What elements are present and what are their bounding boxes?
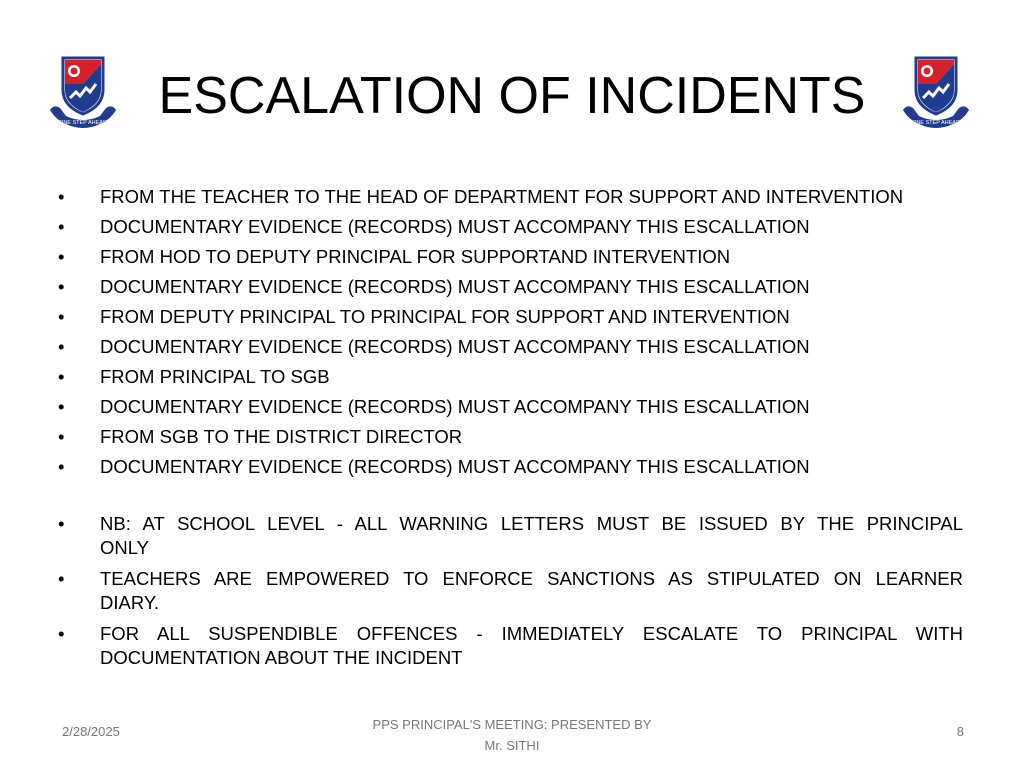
note-text-line2: DIARY. [100, 592, 159, 613]
note-item [58, 567, 963, 615]
footer-date: 2/28/2025 [62, 724, 120, 739]
note-item [58, 622, 963, 670]
bullet-glyph: • [58, 216, 65, 237]
note-text-line1: TEACHERS ARE EMPOWERED TO ENFORCE SANCTIONS AS STIPULATED ON LEARNER [100, 568, 963, 589]
bullet-text: DOCUMENTARY EVIDENCE (RECORDS) MUST ACCOMPANY THIS ESCALLATION [100, 456, 810, 477]
bullet-item [58, 302, 963, 332]
bullet-glyph: • [58, 336, 65, 357]
bullet-item [58, 272, 963, 302]
slide-title: ESCALATION OF INCIDENTS [158, 67, 866, 125]
bullet-text: DOCUMENTARY EVIDENCE (RECORDS) MUST ACCOMPANY THIS ESCALLATION [100, 216, 810, 237]
note-text-line1: FOR ALL SUSPENDIBLE OFFENCES - IMMEDIATELY ESCALATE TO PRINCIPAL WITH [100, 623, 963, 644]
crest-motto-left: ONE STEP AHEAD [59, 120, 107, 126]
bullet-text: FROM THE TEACHER TO THE HEAD OF DEPARTMENT FOR SUPPORT AND INTERVENTION [100, 186, 904, 207]
bullet-item [58, 182, 963, 212]
bullet-text: DOCUMENTARY EVIDENCE (RECORDS) MUST ACCOMPANY THIS ESCALLATION [100, 276, 810, 297]
bullet-glyph: • [58, 306, 65, 327]
slide-page-number: 8 [956, 724, 964, 739]
bullet-text: FROM HOD TO DEPUTY PRINCIPAL FOR SUPPORTAND INTERVENTION [100, 246, 731, 267]
bullet-item [58, 452, 963, 482]
bullet-glyph: • [58, 366, 65, 387]
bullet-glyph: • [58, 276, 65, 297]
notes-bullet-list [58, 512, 963, 677]
bullet-text: FROM SGB TO THE DISTRICT DIRECTOR [100, 426, 463, 447]
bullet-item [58, 392, 963, 422]
bullet-text: FROM DEPUTY PRINCIPAL TO PRINCIPAL FOR SUPPORT AND INTERVENTION [100, 306, 790, 327]
bullet-item [58, 242, 963, 272]
footer-center-line2: Mr. SITHI [484, 738, 540, 753]
bullet-glyph: • [58, 623, 65, 644]
bullet-glyph: • [58, 246, 65, 267]
bullet-glyph: • [58, 513, 65, 534]
bullet-text: DOCUMENTARY EVIDENCE (RECORDS) MUST ACCOMPANY THIS ESCALLATION [100, 336, 810, 357]
footer-presenter [312, 714, 712, 756]
footer-center-line1: PPS PRINCIPAL'S MEETING: PRESENTED BY [372, 717, 652, 732]
note-item [58, 512, 963, 560]
bullet-glyph: • [58, 426, 65, 447]
bullet-item [58, 362, 963, 392]
bullet-text: DOCUMENTARY EVIDENCE (RECORDS) MUST ACCOMPANY THIS ESCALLATION [100, 396, 810, 417]
school-crest-logo-right [899, 54, 973, 134]
note-text-line2: DOCUMENTATION ABOUT THE INCIDENT [100, 647, 463, 668]
school-crest-logo-left [46, 54, 120, 134]
note-text-line1: NB: AT SCHOOL LEVEL - ALL WARNING LETTERS MUST BE ISSUED BY THE PRINCIPAL [100, 513, 963, 534]
escalation-bullet-list [58, 182, 963, 482]
bullet-glyph: • [58, 568, 65, 589]
bullet-glyph: • [58, 456, 65, 477]
bullet-item [58, 422, 963, 452]
note-text-line2: ONLY [100, 537, 150, 558]
crest-motto-right: ONE STEP AHEAD [912, 120, 960, 126]
bullet-item [58, 212, 963, 242]
bullet-glyph: • [58, 396, 65, 417]
bullet-item [58, 332, 963, 362]
bullet-text: FROM PRINCIPAL TO SGB [100, 366, 330, 387]
bullet-glyph: • [58, 186, 65, 207]
